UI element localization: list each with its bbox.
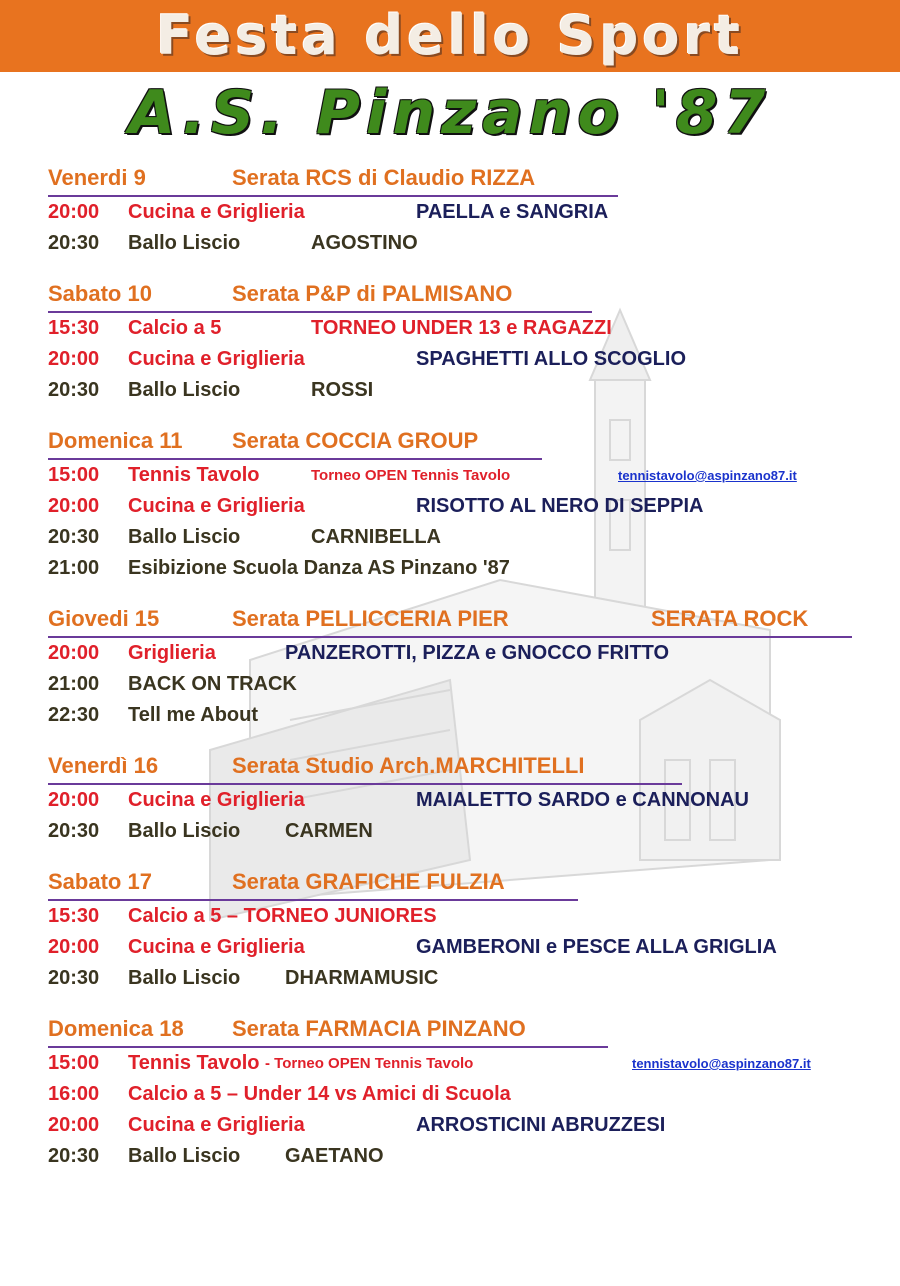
day-name: Venerdi 9 bbox=[48, 165, 146, 190]
day-header bbox=[48, 281, 592, 313]
row-time: 21:00 bbox=[48, 673, 100, 695]
schedule-row bbox=[48, 932, 900, 963]
row-time: 15:00 bbox=[48, 464, 100, 486]
row-detail: Torneo OPEN Tennis Tavolo bbox=[311, 467, 511, 484]
email-link[interactable]: tennistavolo@aspinzano87.it bbox=[618, 468, 797, 483]
day-sponsor: Serata GRAFICHE FULZIA bbox=[232, 869, 505, 894]
schedule-row bbox=[48, 816, 900, 847]
row-activity: Calcio a 5 – TORNEO JUNIORES bbox=[128, 905, 437, 927]
row-time: 20:30 bbox=[48, 232, 100, 254]
schedule-row bbox=[48, 638, 900, 669]
row-activity: Cucina e Griglieria bbox=[128, 495, 305, 517]
row-detail: CARNIBELLA bbox=[311, 526, 441, 548]
row-time: 16:00 bbox=[48, 1083, 100, 1105]
row-time: 22:30 bbox=[48, 704, 100, 726]
row-time: 20:00 bbox=[48, 642, 100, 664]
schedule-row bbox=[48, 553, 900, 584]
row-time: 20:00 bbox=[48, 348, 100, 370]
row-detail: ROSSI bbox=[311, 379, 374, 401]
schedule-row bbox=[48, 460, 900, 491]
row-detail: PAELLA e SANGRIA bbox=[416, 201, 609, 223]
schedule-row bbox=[48, 1079, 900, 1110]
row-time: 21:00 bbox=[48, 557, 100, 579]
day-name: Domenica 18 bbox=[48, 1016, 184, 1041]
row-detail: GAETANO bbox=[285, 1145, 384, 1167]
row-time: 20:30 bbox=[48, 1145, 100, 1167]
row-activity: Calcio a 5 – Under 14 vs Amici di Scuola bbox=[128, 1083, 511, 1105]
day-sponsor: Serata PELLICCERIA PIER bbox=[232, 606, 509, 631]
row-activity: Ballo Liscio bbox=[128, 820, 241, 842]
row-time: 20:00 bbox=[48, 201, 100, 223]
schedule-row bbox=[48, 1110, 900, 1141]
row-activity: Tennis Tavolo bbox=[128, 1052, 260, 1074]
row-detail: MAIALETTO SARDO e CANNONAU bbox=[416, 789, 749, 811]
row-detail: - Torneo OPEN Tennis Tavolo bbox=[265, 1055, 474, 1072]
row-activity: Cucina e Griglieria bbox=[128, 201, 305, 223]
row-activity: Ballo Liscio bbox=[128, 526, 241, 548]
day-block bbox=[48, 1016, 900, 1172]
day-header bbox=[48, 428, 542, 460]
row-time: 20:30 bbox=[48, 379, 100, 401]
row-time: 15:00 bbox=[48, 1052, 100, 1074]
row-activity: Ballo Liscio bbox=[128, 967, 241, 989]
row-activity: Cucina e Griglieria bbox=[128, 936, 305, 958]
day-block bbox=[48, 753, 900, 847]
day-name: Venerdì 16 bbox=[48, 753, 159, 778]
row-detail: TORNEO UNDER 13 e RAGAZZI bbox=[311, 317, 612, 339]
row-activity: Esibizione Scuola Danza AS Pinzano '87 bbox=[128, 557, 510, 579]
row-detail: RISOTTO AL NERO DI SEPPIA bbox=[416, 495, 704, 517]
day-header bbox=[48, 869, 578, 901]
row-activity: Cucina e Griglieria bbox=[128, 1114, 305, 1136]
schedule-row bbox=[48, 375, 900, 406]
day-name: Domenica 11 bbox=[48, 428, 183, 453]
day-block bbox=[48, 869, 900, 994]
day-name: Sabato 17 bbox=[48, 869, 152, 894]
day-sponsor: Serata P&P di PALMISANO bbox=[232, 281, 513, 306]
row-time: 15:30 bbox=[48, 317, 100, 339]
club-title-text: A.S. Pinzano '87 bbox=[128, 78, 772, 148]
schedule-row bbox=[48, 700, 900, 731]
row-time: 20:00 bbox=[48, 789, 100, 811]
row-detail: AGOSTINO bbox=[311, 232, 418, 254]
day-extra: SERATA ROCK bbox=[651, 606, 809, 631]
row-activity: Ballo Liscio bbox=[128, 379, 241, 401]
day-block bbox=[48, 428, 900, 584]
day-block bbox=[48, 606, 900, 731]
schedule-row bbox=[48, 344, 900, 375]
day-header bbox=[48, 753, 682, 785]
row-detail: SPAGHETTI ALLO SCOGLIO bbox=[416, 348, 686, 370]
row-activity: BACK ON TRACK bbox=[128, 673, 297, 695]
email-link[interactable]: tennistavolo@aspinzano87.it bbox=[632, 1056, 811, 1071]
row-time: 20:00 bbox=[48, 495, 100, 517]
club-title bbox=[0, 78, 900, 148]
row-time: 20:00 bbox=[48, 1114, 100, 1136]
schedule-row bbox=[48, 197, 900, 228]
schedule-row bbox=[48, 491, 900, 522]
day-sponsor: Serata COCCIA GROUP bbox=[232, 428, 479, 453]
day-sponsor: Serata RCS di Claudio RIZZA bbox=[232, 165, 536, 190]
row-activity: Ballo Liscio bbox=[128, 232, 241, 254]
banner-title: Festa dello Sport bbox=[156, 4, 744, 67]
row-time: 20:30 bbox=[48, 820, 100, 842]
row-activity: Ballo Liscio bbox=[128, 1145, 241, 1167]
schedule-row bbox=[48, 1141, 900, 1172]
row-detail: ARROSTICINI ABRUZZESI bbox=[416, 1114, 666, 1136]
schedule-row bbox=[48, 522, 900, 553]
row-detail: PANZEROTTI, PIZZA e GNOCCO FRITTO bbox=[285, 642, 670, 664]
schedule-row bbox=[48, 901, 900, 932]
row-activity: Calcio a 5 bbox=[128, 317, 222, 339]
day-name: Sabato 10 bbox=[48, 281, 152, 306]
schedule-row bbox=[48, 785, 900, 816]
row-activity: Griglieria bbox=[128, 642, 216, 664]
row-time: 20:00 bbox=[48, 936, 100, 958]
schedule-row bbox=[48, 313, 900, 344]
day-block bbox=[48, 281, 900, 406]
row-time: 15:30 bbox=[48, 905, 100, 927]
row-time: 20:30 bbox=[48, 967, 100, 989]
schedule-row bbox=[48, 963, 900, 994]
day-sponsor: Serata Studio Arch.MARCHITELLI bbox=[232, 753, 585, 778]
row-activity: Cucina e Griglieria bbox=[128, 789, 305, 811]
row-detail: CARMEN bbox=[285, 820, 373, 842]
day-sponsor: Serata FARMACIA PINZANO bbox=[232, 1016, 526, 1041]
row-activity: Tell me About bbox=[128, 704, 258, 726]
schedule-row bbox=[48, 1048, 900, 1079]
day-header bbox=[48, 165, 618, 197]
schedule-row bbox=[48, 669, 900, 700]
day-header bbox=[48, 606, 852, 638]
row-activity: Tennis Tavolo bbox=[128, 464, 260, 486]
day-block bbox=[48, 165, 900, 259]
row-time: 20:30 bbox=[48, 526, 100, 548]
row-activity: Cucina e Griglieria bbox=[128, 348, 305, 370]
day-header bbox=[48, 1016, 608, 1048]
row-detail: DHARMAMUSIC bbox=[285, 967, 439, 989]
schedule-row bbox=[48, 228, 900, 259]
row-detail: GAMBERONI e PESCE ALLA GRIGLIA bbox=[416, 936, 777, 958]
day-name: Giovedi 15 bbox=[48, 606, 160, 631]
schedule bbox=[48, 165, 900, 1194]
